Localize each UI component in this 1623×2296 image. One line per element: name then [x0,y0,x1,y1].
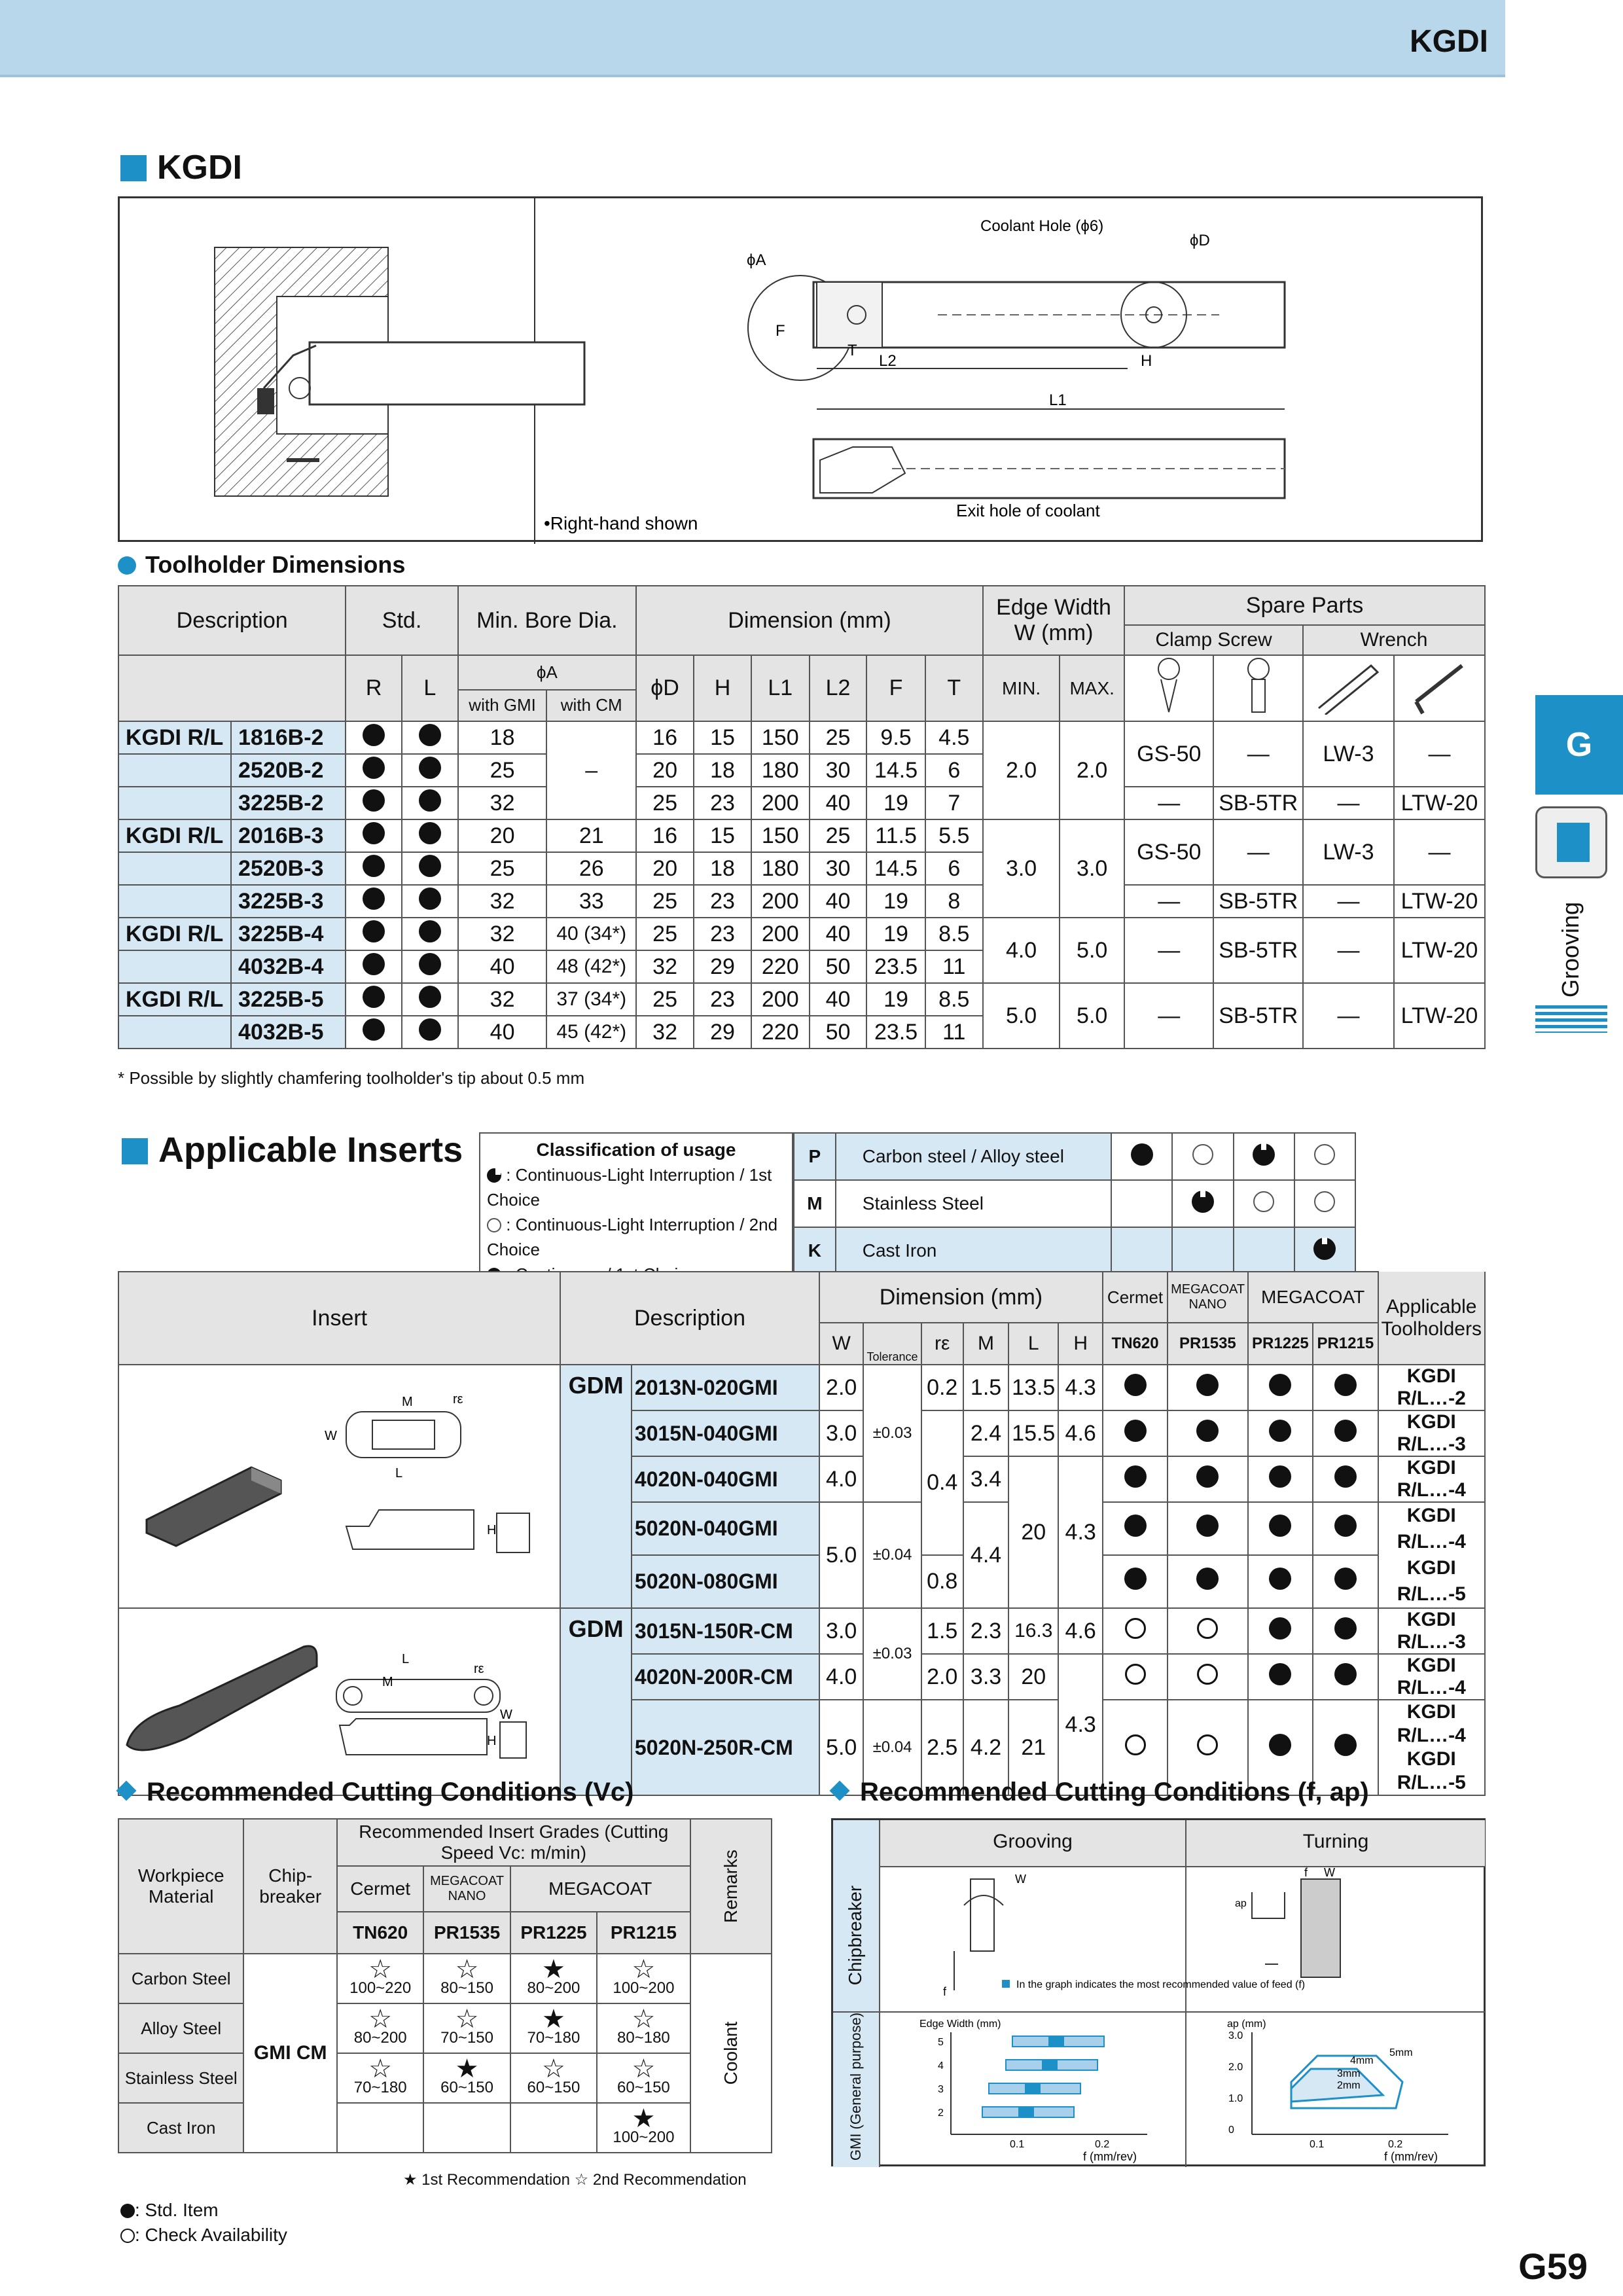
x-tick-label: 0.1 [1010,2139,1025,2150]
max-header: MAX. [1060,655,1124,721]
std-item-icon [419,953,441,975]
std-item-icon [363,855,385,877]
table-row: L rε M H W GDM 3015N-150R-CM 3.0 ±0.03 1.5 2.3 16.3 4.6 KGDI R/L…-3 [118,1608,1485,1654]
svg-text:L: L [401,1651,409,1666]
gdm-label: GDM [560,1365,632,1608]
F-header: F [866,655,925,721]
std-item-icon [419,822,441,844]
svg-text:f (mm/rev): f (mm/rev) [1083,2150,1137,2163]
table-row: KGDI R/L 3225B-4 32 40 (34*) 25 23 200 40 19 8.5 4.0 5.0 — SB-5TR — LTW-20 [118,918,1485,950]
header-bar [0,0,1505,77]
y-tick-label: 3 [938,2084,944,2095]
megacoat-header: MEGACOAT [1248,1272,1378,1323]
f-tick-label: 0.2 [1388,2139,1403,2150]
spare-parts-header: Spare Parts [1124,586,1485,625]
material-table: P Carbon steel / Alloy steel M Stainless Steel K Cast Iron [793,1132,1356,1275]
description-header: Description [118,586,346,655]
table-row: KGDI R/L 2016B-3 20 21 16 15 150 25 11.5 5.5 3.0 3.0 GS-50 — LW-3 — [118,819,1485,852]
svg-text:5mm: 5mm [1389,2047,1413,2058]
prefix-label: KGDI R/L [118,721,231,754]
svg-text:M: M [401,1394,413,1409]
svg-text:In the graph indicates the mos: In the graph indicates the most recommended value of feed (f) [1016,1979,1306,1990]
svg-text:f: f [943,1985,947,1998]
svg-text:H: H [486,1522,497,1537]
clamp-screw-header: Clamp Screw [1124,625,1303,655]
recommended-feed-mark [1048,2036,1064,2047]
ap-tick-label: 1.0 [1228,2093,1243,2104]
std-item-icon [419,757,441,779]
svg-text:3mm: 3mm [1337,2068,1361,2079]
svg-text:2mm: 2mm [1337,2080,1361,2091]
std-item-icon [419,1018,441,1041]
table-row: Cast Iron ★ 100~200 [118,2103,772,2153]
svg-text:ap (mm): ap (mm) [1227,2018,1266,2030]
svg-text:W: W [1324,1866,1335,1879]
phiA-header: ϕA [458,655,636,690]
fap-graphs [833,1820,1488,2168]
cm-insert-drawing [118,1608,560,1795]
fap-box [831,1818,1486,2166]
cermet-header: Cermet [1103,1272,1168,1323]
exit-hole-label: Exit hole of coolant [956,501,1100,520]
dimension-header: Dimension (mm) [636,586,983,655]
vc-title: Recommended Cutting Conditions (Vc) [119,1778,633,1807]
phiA-label: ϕA [747,251,766,269]
L2-header: L2 [810,655,867,721]
half-filled-circle-icon [487,1168,501,1183]
svg-text:W: W [1015,1873,1026,1886]
square-bullet-icon [122,1138,148,1164]
std-item-icon [419,888,441,910]
svg-text:Edge Width (mm): Edge Width (mm) [919,2018,1001,2030]
std-item-icon [419,920,441,942]
table-row: 5020N-080GMI 0.8 [118,1555,1485,1608]
H-header: H [694,655,751,721]
gdm-label: GDM [560,1608,632,1795]
std-item-icon [363,953,385,975]
min-bore-header: Min. Bore Dia. [458,586,636,655]
toolholder-table [118,585,1486,1049]
recommended-feed-mark [1018,2107,1034,2117]
square-bullet-icon [120,155,147,181]
clamp-screw-sb-icon [1213,655,1303,721]
std-item-icon [363,724,385,746]
classification-box [479,1132,793,1272]
applicable-inserts-title: Applicable Inserts [122,1130,463,1170]
y-tick-label: 2 [938,2108,944,2119]
toolholder-footnote: * Possible by slightly chamfering toolholder's tip about 0.5 mm [118,1068,585,1088]
description-header: Description [560,1272,819,1365]
L1-header: L1 [751,655,810,721]
dimension-header: Dimension (mm) [819,1272,1103,1323]
table-row: rε M W L H GDM 2013N-020GMI 2.0 ±0.03 0.2 1.5 13.5 4.3 KGDI R/L…-2 [118,1365,1485,1410]
side-tab-letter[interactable]: G [1535,695,1623,795]
table-row: 2520B-3 25 26 20 18 180 30 14.5 6 [118,852,1485,885]
std-item-icon [363,920,385,942]
wrench-lw-icon [1303,655,1394,721]
x-tick-label: 0.2 [1095,2139,1110,2150]
table-row: 3225B-3 32 33 25 23 200 40 19 8 — SB-5TR — LTW-20 [118,885,1485,918]
T-header: T [925,655,983,721]
table-row: 3015N-040GMI 3.0 0.4 2.4 15.5 4.6 KGDI R/L…-3 [118,1410,1485,1456]
right-hand-note: •Right-hand shown [544,513,698,533]
chipbreaker-label: Chipbreaker [845,1885,865,1986]
svg-text:L: L [395,1465,402,1480]
insert-header: Insert [118,1272,560,1365]
dot-bullet-icon [118,556,136,575]
table-row: Carbon Steel GMI CM ☆ 100~220 ☆ 80~150 ★ 80~200 ☆ 100~200 Coolant [118,1954,772,2003]
megacoat-nano-header: MEGACOAT NANO [1168,1272,1248,1323]
svg-text:f: f [1304,1866,1308,1879]
table-row: Alloy Steel ☆ 80~200 ☆ 70~150 ★ 70~180 ☆ 80~180 [118,2003,772,2053]
side-tab-icon [1535,806,1607,878]
table-row: 3225B-2 32 25 23 200 40 19 7 — SB-5TR — LTW-20 [118,787,1485,819]
diamond-bullet-icon [829,1780,849,1801]
inserts-table: Insert Description Dimension (mm) Cermet MEGACOAT NANO MEGACOAT Applicable Toolholders W Tolerance rε M L H TN620 PR1535 PR1225 PR1215 rε M W L H GDM 2013N-020GMI 2.0 ±0.03 0.2 1.5 13.5 4.3 KGDI R/L…-2 3015N-040GMI 3.0 0.4 2.4 15.5 4.6 KGDI R/L…-3 4020N-040GMI 4.0 3.4 20 4.3 KGDI R/L…-4 5020N-040GMI 5.0 ±0.04 4.4 KGDI R/L…-4 KGDI R/L…-5 5020N-080GMI 0.8 L rε M H W GDM 3015N-150R-CM 3.0 ±0.03 1.5 2.3 16.3 4.6 KGDI R/L…-3 4020N-200R-CM 4.0 2.0 3.3 20 4.3 KGDI R/L…-4 5020N-250R-CM 5.0 ±0.04 2.5 4.2 21 KGDI R/L…-4 KGDI R/L…-5 [118,1271,1486,1796]
svg-text:W: W [499,1707,512,1722]
vc-table: Workpiece Material Chip-breaker Recommended Insert Grades (Cutting Speed Vc: m/min) Remarks Cermet MEGACOAT NANO MEGACOAT TN620 PR1535 PR1225 PR1215 Carbon Steel GMI CM ☆ 100~220 ☆ 80~150 ★ 80~200 ☆ 100~200 Coolant Alloy Steel ☆ 80~200 ☆ 70~150 ★ 70~180 ☆ 80~180 Stainless Steel ☆ 70~180 ★ 60~150 ☆ 60~150 ☆ 60~150 Cast Iron ★ 100~200 [118,1818,772,2153]
svg-text:W: W [324,1428,337,1443]
toolholder-dimensions-title: Toolholder Dimensions [118,551,405,579]
y-tick-label: 4 [938,2060,944,2072]
min-header: MIN. [983,655,1060,721]
std-item-icon [363,888,385,910]
std-item-icon [419,789,441,812]
turning-header: Turning [1302,1831,1369,1852]
diamond-bullet-icon [116,1780,136,1801]
std-L-header: L [402,655,458,721]
filled-circle-icon [120,2204,135,2218]
wrench-header: Wrench [1303,625,1485,655]
std-item-icon [363,1018,385,1041]
grooving-header: Grooving [993,1831,1073,1852]
page-number: G59 [1518,2246,1588,2287]
classification-title: Classification of usage [536,1139,736,1160]
svg-text:rε: rε [473,1661,484,1676]
table-row: KGDI R/L 1816B-2 18 – 16 15 150 25 9.5 4.5 2.0 2.0 GS-50 — LW-3 — [118,721,1485,754]
std-item-icon [363,986,385,1008]
with-gmi-header: with GMI [458,690,547,721]
f-tick-label: 0.1 [1310,2139,1325,2150]
svg-text:ap: ap [1235,1898,1247,1909]
table-row: KGDI R/L 3225B-5 32 37 (34*) 25 23 200 40 19 8.5 5.0 5.0 — SB-5TR — LTW-20 [118,983,1485,1016]
side-tab-label: Grooving [1557,901,1584,998]
std-item-icon [363,757,385,779]
y-tick-label: 5 [938,2037,944,2048]
open-circle-icon [120,2229,135,2243]
std-item-icon [363,789,385,812]
ap-tick-label: 3.0 [1228,2030,1243,2041]
applicable-header: Applicable Toolholders [1378,1272,1486,1365]
phiD-header: ϕD [636,655,694,721]
drawing-box [118,196,1483,542]
with-cm-header: with CM [546,690,636,721]
H-label: H [1141,352,1152,370]
clamp-screw-gs-icon [1124,655,1213,721]
table-row: 4032B-4 40 48 (42*) 32 29 220 50 23.5 11 [118,950,1485,983]
workpiece-header: Workpiece Material [118,1819,243,1954]
toolholder-drawing [120,198,1485,544]
recommended-feed-mark [1025,2083,1041,2094]
std-item-icon [419,986,441,1008]
gmi-general-label: GMI (General purpose) [847,2012,864,2161]
svg-text:M: M [382,1674,393,1689]
T-label: T [847,342,857,359]
std-item-icon [363,822,385,844]
remarks-header: Remarks [690,1819,772,1954]
chip-header: Chip-breaker [243,1819,337,1954]
table-row: 2520B-2 25 20 18 180 30 14.5 6 [118,754,1485,787]
recommended-feed-mark [1042,2060,1058,2070]
svg-text:rε: rε [452,1391,463,1407]
ap-tick-label: 0 [1228,2125,1234,2136]
F-label: F [776,322,785,340]
wrench-ltw-icon [1394,655,1485,721]
L1-label: L1 [1049,391,1067,409]
svg-text:4mm: 4mm [1350,2055,1374,2066]
coolant-hole-label: Coolant Hole (ϕ6) [980,217,1104,235]
class-item: : Continuous-Light Interruption / 2nd Choice [487,1215,778,1259]
std-item-icon [419,855,441,877]
gmi-insert-drawing [118,1365,560,1608]
ap-tick-label: 2.0 [1228,2062,1243,2073]
table-row: 5020N-040GMI 5.0 ±0.04 4.4 KGDI R/L…-4 KGDI R/L…-5 [118,1502,1485,1555]
svg-text:H: H [486,1733,497,1748]
table-row: 5020N-250R-CM 5.0 ±0.04 2.5 4.2 21 KGDI R/L…-4 KGDI R/L…-5 [118,1700,1485,1795]
table-row: Stainless Steel ☆ 70~180 ★ 60~150 ☆ 60~150 ☆ 60~150 [118,2053,772,2103]
phiD-label: ϕD [1190,232,1210,249]
side-tab-lines [1535,1005,1607,1033]
vc-legend: ★ 1st Recommendation ☆ 2nd Recommendation [403,2171,747,2189]
section-title-kgdi: KGDI [120,148,242,187]
class-item: : Continuous-Light Interruption / 1st Choice [487,1165,772,1210]
legend: : Std. Item : Check Availability [120,2198,287,2248]
fap-title: Recommended Cutting Conditions (f, ap) [832,1778,1369,1807]
std-R-header: R [346,655,402,721]
L2-label: L2 [879,352,897,370]
grades-header: Recommended Insert Grades (Cutting Speed Vc: m/min) [337,1819,690,1866]
half-open-circle-icon [487,1218,501,1232]
std-header: Std. [346,586,457,655]
edge-width-header: Edge Width W (mm) [983,586,1124,655]
table-row: 4020N-200R-CM 4.0 2.0 3.3 20 4.3 KGDI R/L…-4 [118,1654,1485,1700]
table-row: 4032B-5 40 45 (42*) 32 29 220 50 23.5 11 [118,1016,1485,1049]
header-code: KGDI [1410,24,1488,59]
std-item-icon [419,724,441,746]
svg-text:f (mm/rev): f (mm/rev) [1384,2150,1438,2163]
table-row: 4020N-040GMI 4.0 3.4 20 4.3 KGDI R/L…-4 [118,1456,1485,1502]
